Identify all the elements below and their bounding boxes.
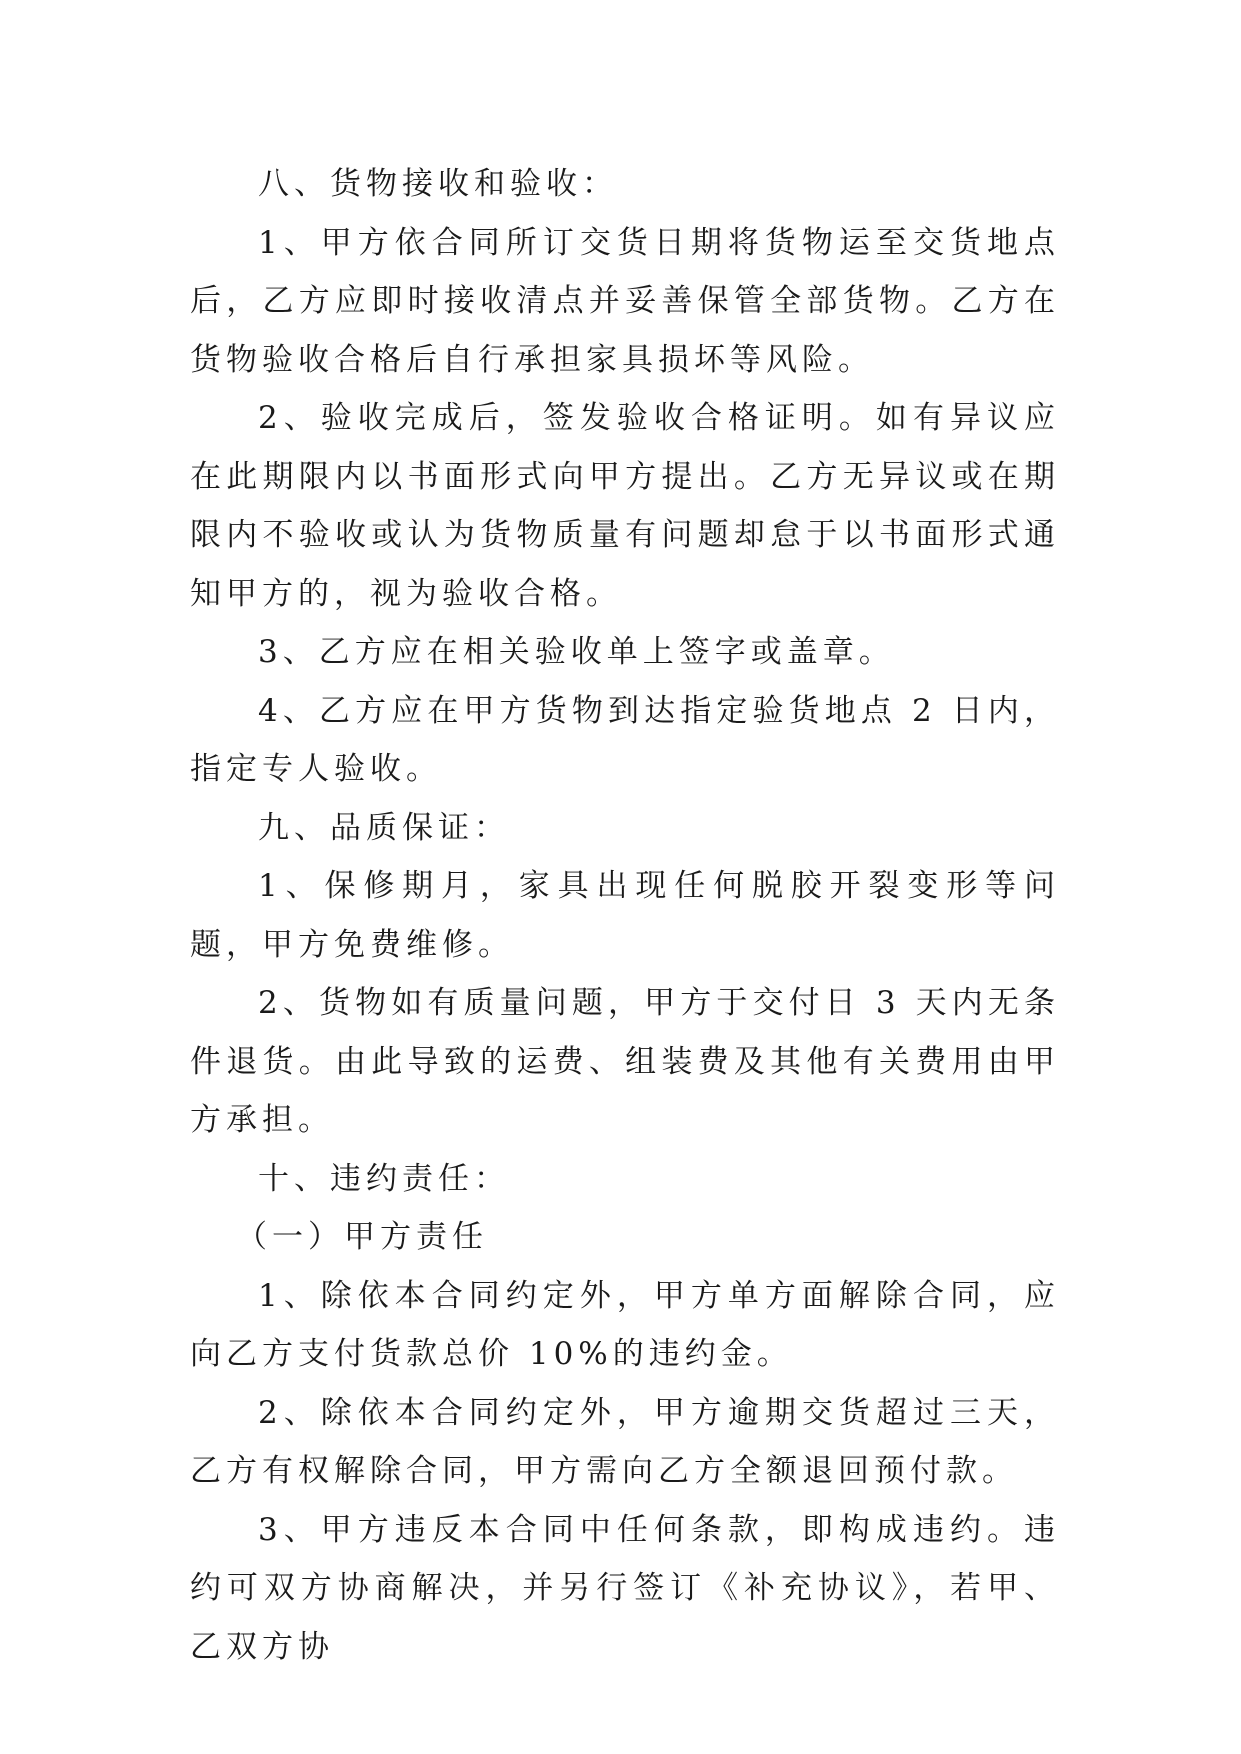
subsection-party-a: （一）甲方责任 bbox=[236, 1219, 488, 1255]
clause-10-1-2: 2、除依本合同约定外，甲方逾期交货超过三天，乙方有权解除合同，甲方需向乙方全额退回预付款。 bbox=[190, 1394, 1060, 1489]
clause-10-1-3: 3、甲方违反本合同中任何条款，即构成违约。违约可双方协商解决，并另行签订《补充协议》，若甲、乙双方协 bbox=[190, 1511, 1060, 1665]
clause-10-1-1: 1、除依本合同约定外，甲方单方面解除合同，应向乙方支付货款总价 10%的违约金。 bbox=[190, 1277, 1060, 1372]
section-heading-10: 十、违约责任： bbox=[258, 1160, 510, 1197]
clause-9-2: 2、货物如有质量问题，甲方于交付日 3 天内无条件退货。由此导致的运费、组装费及其他有关费用由甲方承担。 bbox=[190, 985, 1060, 1138]
clause-9-1: 1、保修期月，家具出现任何脱胶开裂变形等问题，甲方免费维修。 bbox=[190, 868, 1060, 963]
contract-text bbox=[190, 155, 1060, 1676]
section-heading-9: 九、品质保证： bbox=[258, 809, 510, 846]
clause-8-3: 3、乙方应在相关验收单上签字或盖章。 bbox=[258, 634, 895, 670]
clause-8-4: 4、乙方应在甲方货物到达指定验货地点 2 日内，指定专人验收。 bbox=[190, 692, 1060, 787]
clause-8-1: 1、甲方依合同所订交货日期将货物运至交货地点后，乙方应即时接收清点并妥善保管全部货物。乙方在货物验收合格后自行承担家具损坏等风险。 bbox=[190, 224, 1060, 378]
section-heading-8: 八、货物接收和验收： bbox=[258, 166, 618, 202]
clause-8-2: 2、验收完成后，签发验收合格证明。如有异议应在此期限内以书面形式向甲方提出。乙方无异议或在期限内不验收或认为货物质量有问题却怠于以书面形式通知甲方的，视为验收合格。 bbox=[190, 400, 1060, 612]
